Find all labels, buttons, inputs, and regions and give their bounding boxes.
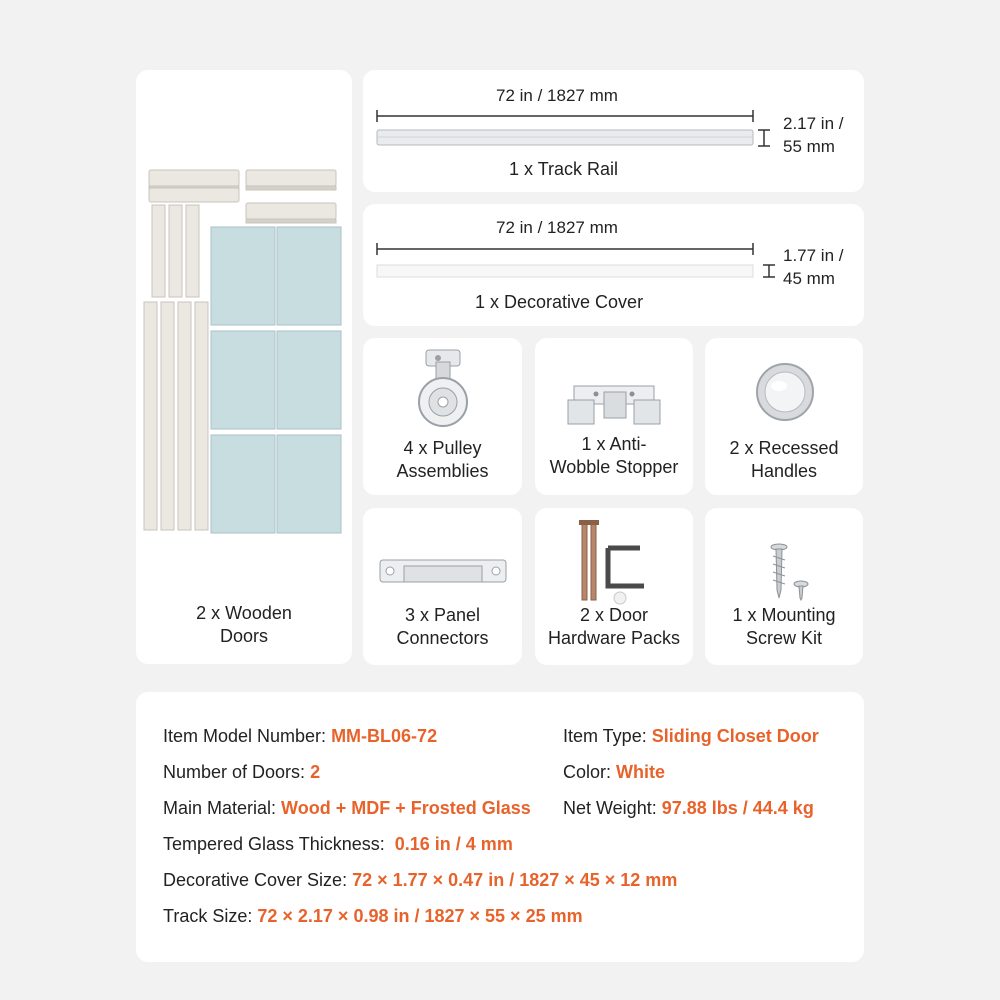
track-height-dimension (756, 129, 772, 147)
handle-card (705, 338, 863, 495)
track-length-dimension-line (375, 110, 755, 122)
cover-length-dimension-line (375, 243, 755, 255)
track-rail-label: 1 x Track Rail (509, 159, 619, 179)
spec-model: Item Model Number: MM-BL06-72 (163, 726, 438, 746)
spec-color: Color: White (563, 762, 666, 782)
spec-cover-size-value: 72 × 1.77 × 0.47 in / 1827 × 45 × 12 mm (352, 870, 678, 890)
hardware-icon (574, 518, 654, 602)
spec-type-value: Sliding Closet Door (651, 726, 819, 746)
pulley-card (363, 338, 522, 495)
track-rail-card (363, 70, 864, 192)
connector-icon (378, 554, 508, 588)
hardware-label: 2 x Door Hardware Packs (547, 605, 681, 648)
stopper-card (535, 338, 693, 495)
connector-label: 3 x Panel Connectors (396, 605, 489, 648)
spec-weight-value: 97.88 lbs / 44.4 kg (661, 798, 814, 818)
handle-icon (755, 362, 815, 422)
stopper-label: 1 x Anti- Wobble Stopper (549, 434, 679, 477)
spec-track-size-value: 72 × 2.17 × 0.98 in / 1827 × 55 × 25 mm (257, 906, 583, 926)
track-height-label: 2.17 in / 55 mm (783, 114, 844, 156)
spec-doors: Number of Doors: 2 (163, 762, 321, 782)
pulley-icon (408, 348, 478, 428)
spec-type: Item Type: Sliding Closet Door (563, 726, 819, 746)
doors-label: 2 x Wooden Doors (196, 603, 292, 646)
cover-length-label: 72 in / 1827 mm (496, 218, 618, 237)
track-rail-image (375, 129, 755, 147)
track-length-label: 72 in / 1827 mm (496, 86, 618, 105)
handle-label: 2 x Recessed Handles (729, 438, 839, 481)
spec-material-value: Wood + MDF + Frosted Glass (281, 798, 531, 818)
spec-glass: Tempered Glass Thickness: 0.16 in / 4 mm (163, 834, 513, 854)
doors-card (136, 70, 352, 664)
decorative-cover-label: 1 x Decorative Cover (475, 292, 644, 312)
spec-model-value: MM-BL06-72 (331, 726, 438, 746)
spec-track-size: Track Size: 72 × 2.17 × 0.98 in / 1827 × 55 × 25 mm (163, 906, 583, 926)
screw-card (705, 508, 863, 665)
decorative-cover-card (363, 204, 864, 326)
spec-glass-value: 0.16 in / 4 mm (389, 834, 513, 854)
cover-height-label: 1.77 in / 45 mm (783, 246, 844, 288)
screw-label: 1 x Mounting Screw Kit (732, 605, 836, 648)
decorative-cover-image (375, 264, 755, 278)
connector-card (363, 508, 522, 665)
wooden-doors-image (136, 70, 352, 664)
spec-color-value: White (616, 762, 666, 782)
spec-doors-value: 2 (310, 762, 321, 782)
pulley-label: 4 x Pulley Assemblies (396, 438, 489, 481)
stopper-icon (566, 382, 662, 426)
hardware-card (535, 508, 693, 665)
cover-height-dimension (761, 264, 777, 278)
spec-weight: Net Weight: 97.88 lbs / 44.4 kg (563, 798, 814, 818)
spec-cover-size: Decorative Cover Size: 72 × 1.77 × 0.47 in / 1827 × 45 × 12 mm (163, 870, 678, 890)
spec-material: Main Material: Wood + MDF + Frosted Glass (163, 798, 531, 818)
screw-icon (763, 542, 813, 602)
